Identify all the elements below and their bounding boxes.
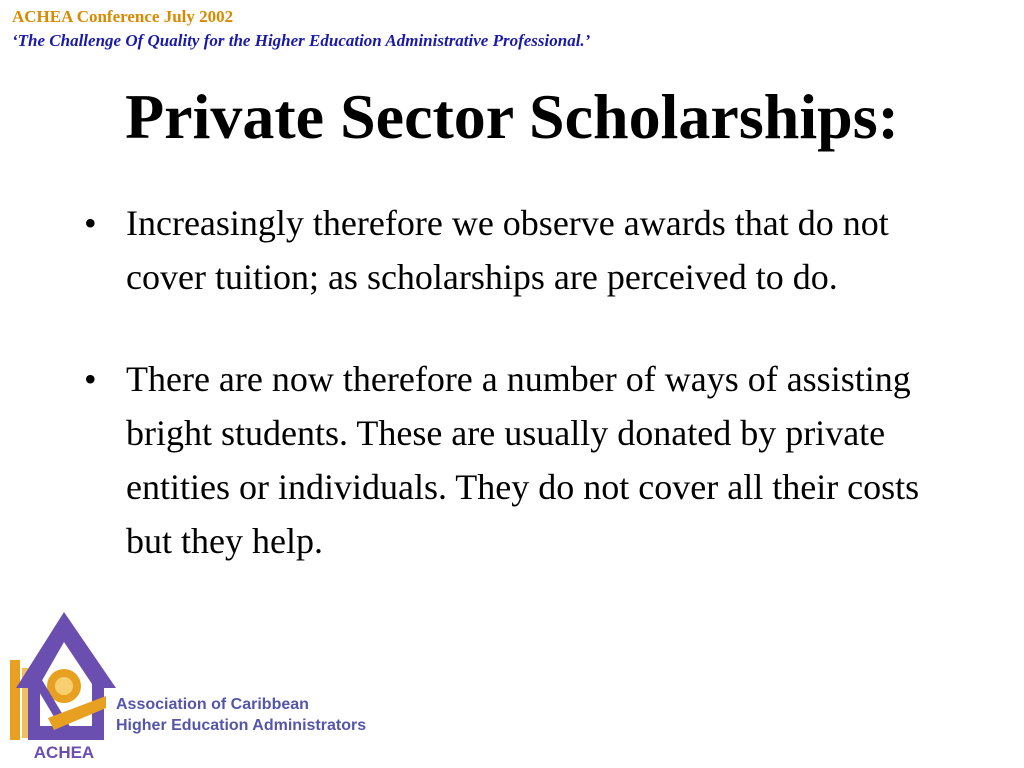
bullet-item xyxy=(84,352,964,568)
org-name-line1: Association of Caribbean xyxy=(116,696,309,713)
achea-logo-icon xyxy=(8,608,120,764)
bullet-list xyxy=(84,196,964,616)
conference-theme: ‘The Challenge Of Quality for the Higher Education Administrative Professional.’ xyxy=(12,31,591,50)
org-name-line2: Higher Education Administrators xyxy=(116,717,367,734)
bullet-text: Increasingly therefore we observe awards that do not cover tuition; as scholarships are perceived to do. xyxy=(126,203,889,297)
logo-text: ACHEA xyxy=(33,743,95,762)
bullet-item xyxy=(84,196,964,304)
bullet-marker: • xyxy=(84,203,97,243)
conference-header: ACHEA Conference July 2002 xyxy=(12,7,234,26)
bullet-marker: • xyxy=(84,359,97,399)
organization-name xyxy=(116,694,366,736)
bullet-text: There are now therefore a number of ways of assisting bright students. These are usually donated by private entities or individuals. They do not cover all their costs but they help. xyxy=(126,359,920,561)
slide-title: Private Sector Scholarships: xyxy=(125,81,899,152)
